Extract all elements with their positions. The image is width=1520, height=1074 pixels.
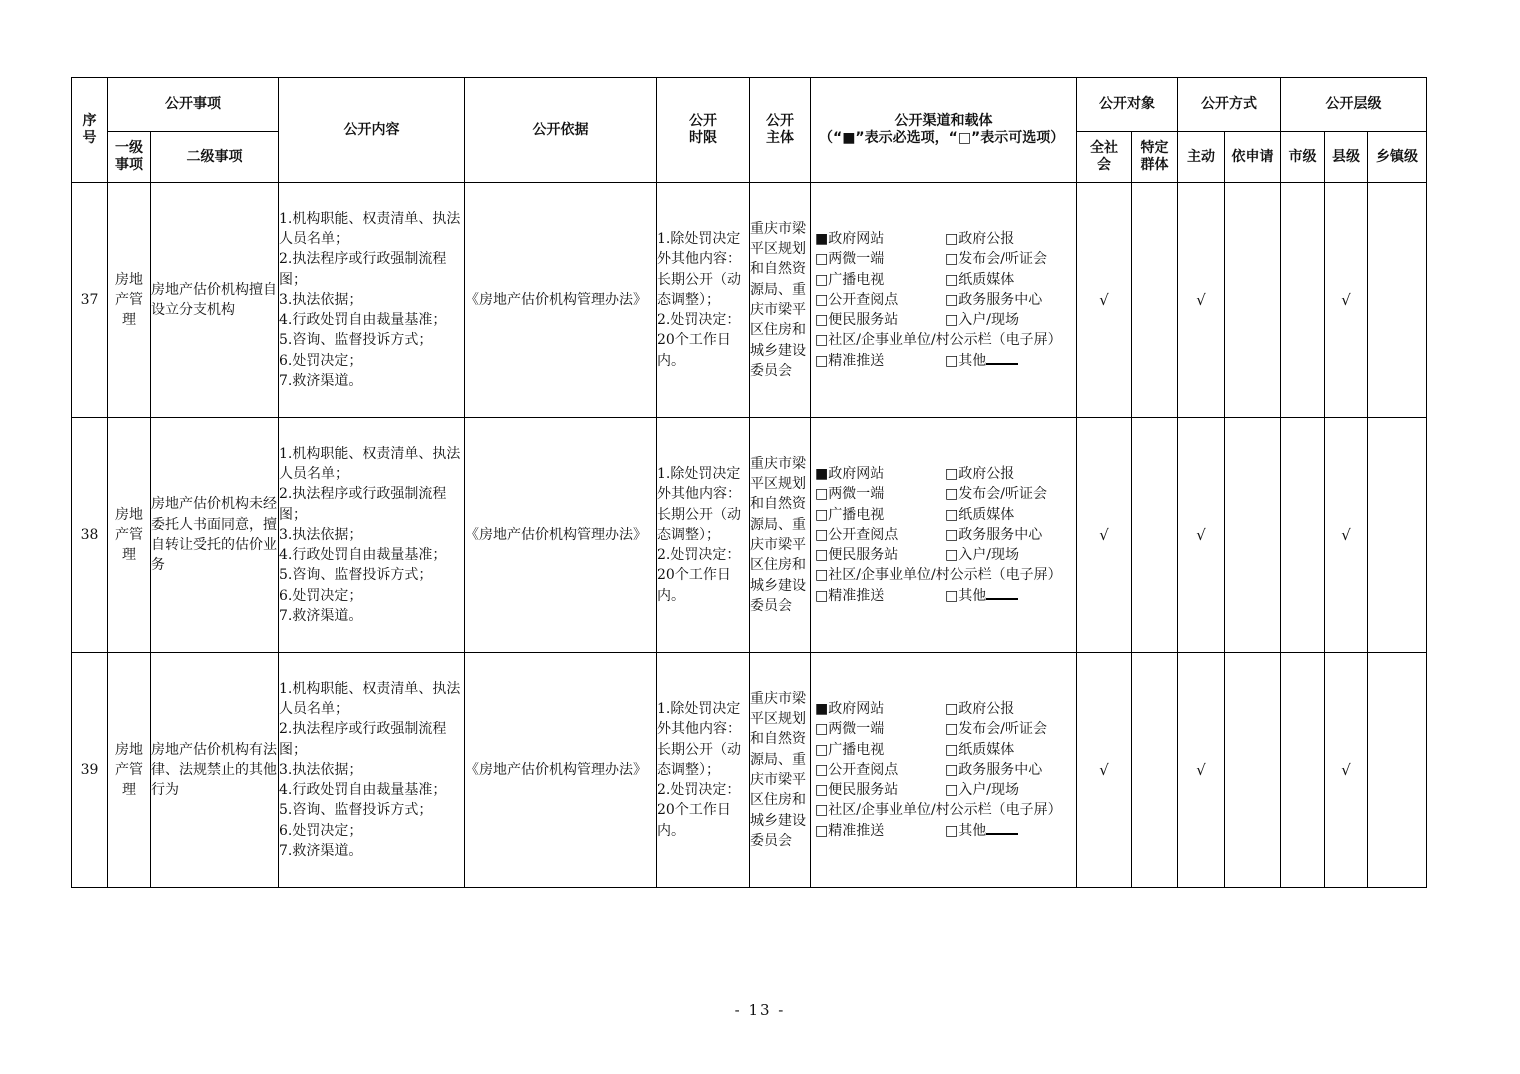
row-level1: 房地产管理 (108, 183, 151, 418)
content-line: 4.行政处罚自由裁量基准； (279, 547, 447, 564)
row-target-group (1132, 183, 1178, 418)
content-line: 5.咨询、监督投诉方式； (279, 567, 433, 584)
header-method: 公开方式 (1178, 78, 1281, 132)
header-channel-title: 公开渠道和载体 (894, 113, 993, 129)
header-target-group: 特定群体 (1132, 132, 1178, 183)
table-row (72, 183, 1427, 418)
header-period: 公开时限 (657, 78, 750, 183)
channel-service-center: □政务服务中心 (945, 526, 1043, 543)
row-content (279, 418, 465, 653)
row-basis: 《房地产估价机构管理办法》 (465, 653, 657, 888)
row-subject: 重庆市梁平区规划和自然资源局、重庆市梁平区住房和城乡建设委员会 (750, 653, 811, 888)
content-line: 7.救济渠道。 (279, 608, 363, 625)
content-line: 5.咨询、监督投诉方式； (279, 802, 433, 819)
row-seq: 38 (72, 418, 108, 653)
channel-broadcast: □广播电视 (815, 271, 885, 288)
row-channels (811, 653, 1077, 888)
content-line: 4.行政处罚自由裁量基准； (279, 782, 447, 799)
channel-onsite: □入户/现场 (945, 547, 1019, 564)
channel-service-station: □便民服务站 (815, 782, 899, 799)
period-line: 1.除处罚决定外其他内容：长期公开（动态调整）； (657, 230, 741, 308)
blank-line (986, 586, 1018, 600)
content-line: 1.机构职能、权责清单、执法人员名单； (279, 210, 461, 247)
header-basis: 公开依据 (465, 78, 657, 183)
blank-line (986, 821, 1018, 835)
channel-service-center: □政务服务中心 (945, 291, 1043, 308)
content-line: 1.机构职能、权责清单、执法人员名单； (279, 680, 461, 717)
channel-other: □其他 (945, 822, 987, 839)
row-target-all: √ (1077, 418, 1132, 653)
table-row (72, 653, 1427, 888)
channel-gov-website: ■政府网站 (815, 465, 885, 482)
row-basis: 《房地产估价机构管理办法》 (465, 418, 657, 653)
channel-press-hearing: □发布会/听证会 (945, 486, 1047, 503)
row-seq: 39 (72, 653, 108, 888)
period-line: 1.除处罚决定外其他内容：长期公开（动态调整）； (657, 700, 741, 778)
header-target: 公开对象 (1077, 78, 1178, 132)
row-method-active: √ (1178, 418, 1225, 653)
content-line: 3.执法依据； (279, 526, 363, 543)
header-channel-note: （“■”表示必选项，“□”表示可选项） (819, 130, 1065, 146)
row-method-apply (1225, 183, 1281, 418)
channel-gov-gazette: □政府公报 (945, 230, 1015, 247)
content-line: 1.机构职能、权责清单、执法人员名单； (279, 445, 461, 482)
channel-precise-push: □精准推送 (815, 587, 885, 604)
row-method-apply (1225, 653, 1281, 888)
row-level-town (1368, 653, 1427, 888)
row-channels (811, 183, 1077, 418)
channel-onsite: □入户/现场 (945, 782, 1019, 799)
channel-press-hearing: □发布会/听证会 (945, 721, 1047, 738)
header-item-l1: 一级事项 (108, 132, 151, 183)
row-level1: 房地产管理 (108, 653, 151, 888)
channel-broadcast: □广播电视 (815, 741, 885, 758)
channel-reading-point: □公开查阅点 (815, 761, 899, 778)
channel-two-micro: □两微一端 (815, 486, 885, 503)
channel-service-center: □政务服务中心 (945, 761, 1043, 778)
content-line: 2.执法程序或行政强制流程图； (279, 251, 447, 288)
header-items: 公开事项 (108, 78, 279, 132)
channel-print-media: □纸质媒体 (945, 506, 1015, 523)
header-method-active: 主动 (1178, 132, 1225, 183)
row-seq: 37 (72, 183, 108, 418)
channel-other: □其他 (945, 587, 987, 604)
row-target-all: √ (1077, 183, 1132, 418)
header-method-apply: 依申请 (1225, 132, 1281, 183)
channel-bulletin-board: □社区/企事业单位/村公示栏（电子屏） (815, 332, 1062, 349)
content-line: 3.执法依据； (279, 291, 363, 308)
channel-precise-push: □精准推送 (815, 352, 885, 369)
row-basis: 《房地产估价机构管理办法》 (465, 183, 657, 418)
row-target-group (1132, 418, 1178, 653)
content-line: 6.处罚决定； (279, 822, 363, 839)
row-method-active: √ (1178, 183, 1225, 418)
channel-two-micro: □两微一端 (815, 251, 885, 268)
channel-service-station: □便民服务站 (815, 547, 899, 564)
row-period (657, 653, 750, 888)
row-subject: 重庆市梁平区规划和自然资源局、重庆市梁平区住房和城乡建设委员会 (750, 418, 811, 653)
header-seq: 序号 (72, 78, 108, 183)
header-content: 公开内容 (279, 78, 465, 183)
blank-line (986, 351, 1018, 365)
content-line: 7.救济渠道。 (279, 843, 363, 860)
channel-precise-push: □精准推送 (815, 822, 885, 839)
channel-press-hearing: □发布会/听证会 (945, 251, 1047, 268)
header-channel (811, 78, 1077, 183)
channel-bulletin-board: □社区/企事业单位/村公示栏（电子屏） (815, 567, 1062, 584)
row-level-town (1368, 183, 1427, 418)
channel-print-media: □纸质媒体 (945, 271, 1015, 288)
row-level-town (1368, 418, 1427, 653)
channel-print-media: □纸质媒体 (945, 741, 1015, 758)
period-line: 2.处罚决定：20个工作日内。 (657, 547, 741, 604)
row-channels (811, 418, 1077, 653)
row-level-county: √ (1325, 653, 1368, 888)
row-level-county: √ (1325, 183, 1368, 418)
content-line: 7.救济渠道。 (279, 373, 363, 390)
content-line: 2.执法程序或行政强制流程图； (279, 486, 447, 523)
row-level1: 房地产管理 (108, 418, 151, 653)
channel-gov-gazette: □政府公报 (945, 465, 1015, 482)
channel-reading-point: □公开查阅点 (815, 526, 899, 543)
header-subject: 公开主体 (750, 78, 811, 183)
content-line: 6.处罚决定； (279, 352, 363, 369)
channel-gov-website: ■政府网站 (815, 230, 885, 247)
row-level2: 房地产估价机构未经委托人书面同意，擅自转让受托的估价业务 (151, 418, 279, 653)
row-target-all: √ (1077, 653, 1132, 888)
row-level2: 房地产估价机构擅自设立分支机构 (151, 183, 279, 418)
row-target-group (1132, 653, 1178, 888)
row-content (279, 183, 465, 418)
content-line: 3.执法依据； (279, 761, 363, 778)
table-row (72, 418, 1427, 653)
channel-bulletin-board: □社区/企事业单位/村公示栏（电子屏） (815, 802, 1062, 819)
period-line: 1.除处罚决定外其他内容：长期公开（动态调整）； (657, 465, 741, 543)
channel-reading-point: □公开查阅点 (815, 291, 899, 308)
content-line: 2.执法程序或行政强制流程图； (279, 721, 447, 758)
header-level-city: 市级 (1281, 132, 1325, 183)
row-period (657, 183, 750, 418)
period-line: 2.处罚决定：20个工作日内。 (657, 782, 741, 839)
period-line: 2.处罚决定：20个工作日内。 (657, 312, 741, 369)
header-item-l2: 二级事项 (151, 132, 279, 183)
channel-two-micro: □两微一端 (815, 721, 885, 738)
page-number: - 13 - (734, 1001, 786, 1019)
header-target-all: 全社会 (1077, 132, 1132, 183)
row-level-city (1281, 418, 1325, 653)
channel-gov-gazette: □政府公报 (945, 700, 1015, 717)
header-level-county: 县级 (1325, 132, 1368, 183)
row-level-city (1281, 183, 1325, 418)
channel-service-station: □便民服务站 (815, 312, 899, 329)
row-period (657, 418, 750, 653)
content-line: 4.行政处罚自由裁量基准； (279, 312, 447, 329)
row-content (279, 653, 465, 888)
content-line: 5.咨询、监督投诉方式； (279, 332, 433, 349)
row-level2: 房地产估价机构有法律、法规禁止的其他行为 (151, 653, 279, 888)
channel-gov-website: ■政府网站 (815, 700, 885, 717)
header-level: 公开层级 (1281, 78, 1427, 132)
channel-onsite: □入户/现场 (945, 312, 1019, 329)
row-level-county: √ (1325, 418, 1368, 653)
row-method-apply (1225, 418, 1281, 653)
row-level-city (1281, 653, 1325, 888)
row-subject: 重庆市梁平区规划和自然资源局、重庆市梁平区住房和城乡建设委员会 (750, 183, 811, 418)
channel-broadcast: □广播电视 (815, 506, 885, 523)
disclosure-table (71, 77, 1427, 888)
header-level-town: 乡镇级 (1368, 132, 1427, 183)
content-line: 6.处罚决定； (279, 587, 363, 604)
channel-other: □其他 (945, 352, 987, 369)
row-method-active: √ (1178, 653, 1225, 888)
